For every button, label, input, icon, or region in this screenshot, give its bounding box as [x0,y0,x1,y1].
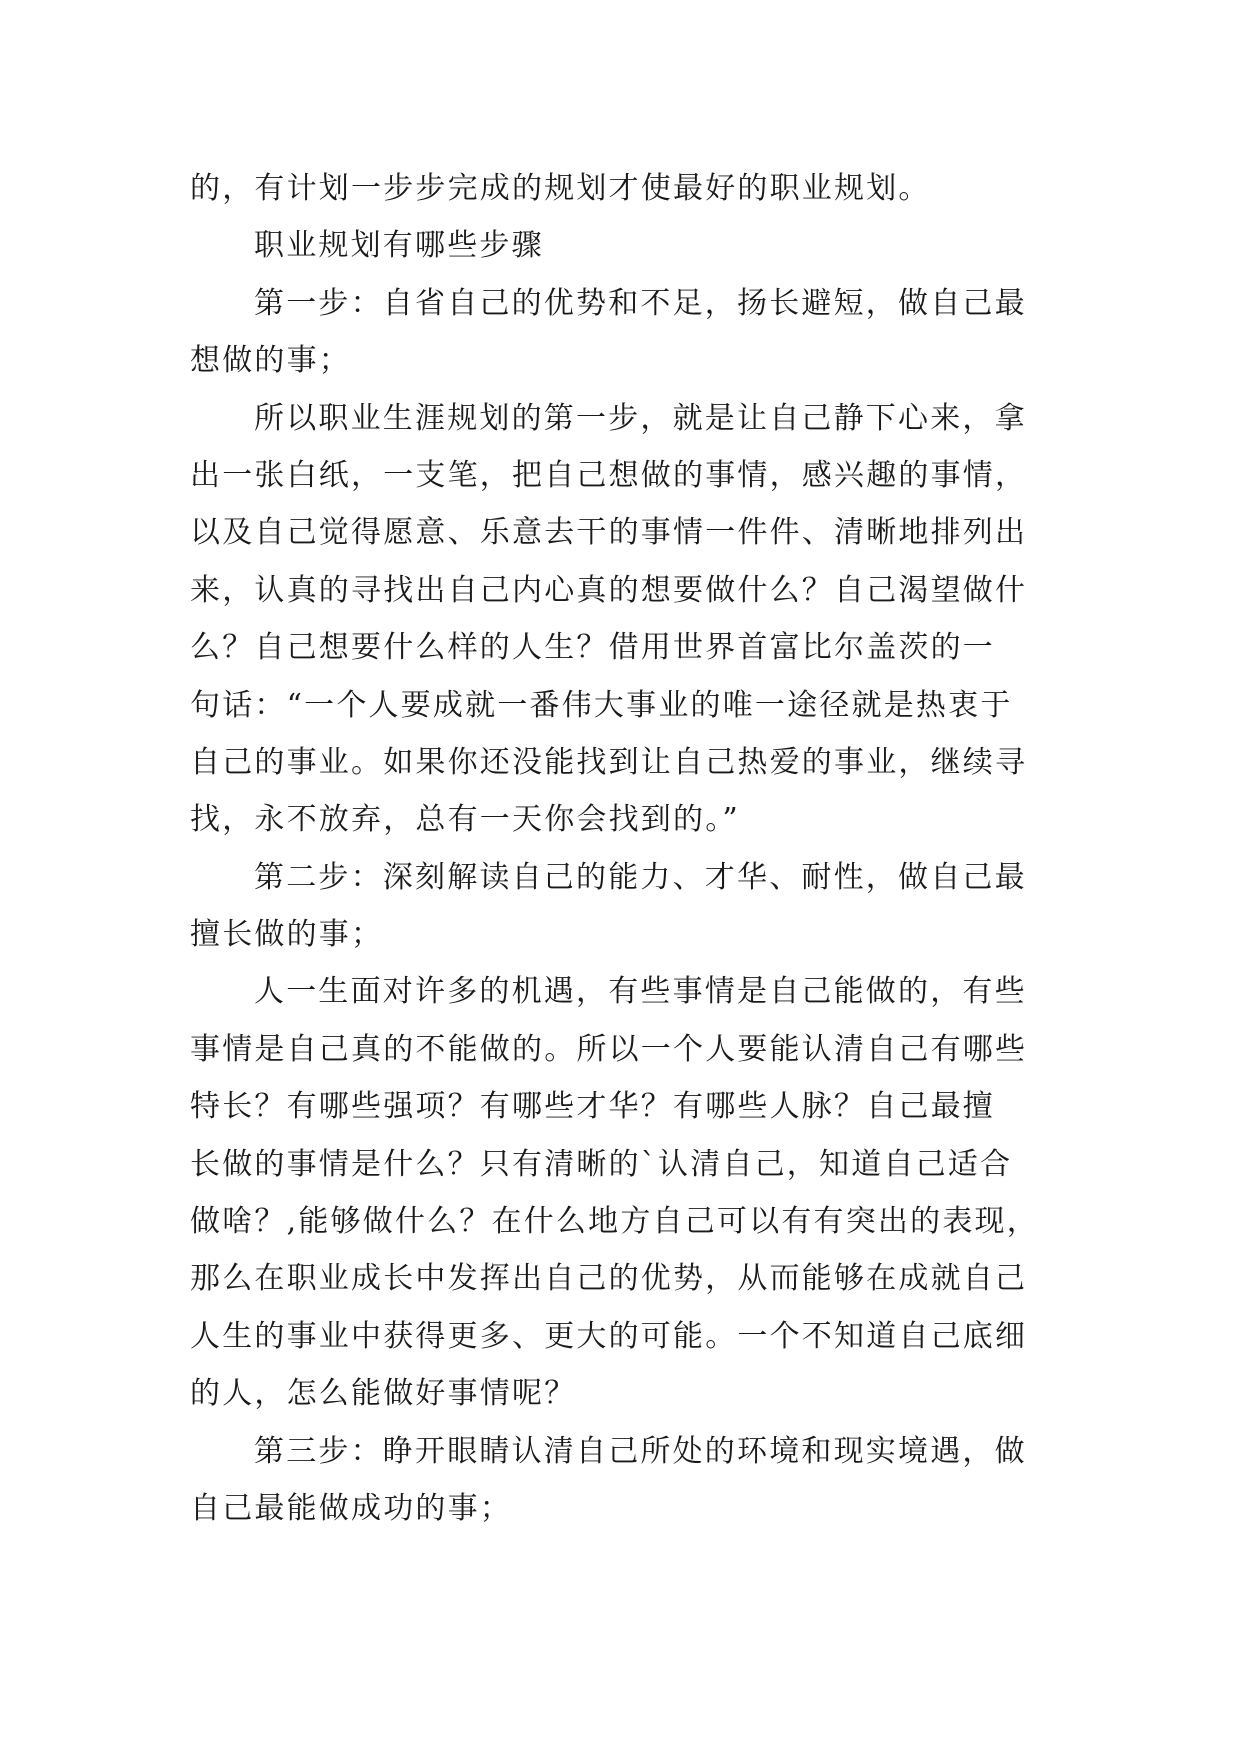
text-line: 自己最能做成功的事； [190,1490,512,1526]
paragraph [190,160,1050,217]
text-line: 人一生面对许多的机遇，有些事情是自己能做的，有些 [254,974,1027,1010]
text-line: 想做的事； [190,343,351,379]
text-line: 的，有计划一步步完成的规划才使最好的职业规划。 [190,171,931,206]
text-line: 以及自己觉得愿意、乐意去干的事情一件件、清晰地排列出 [190,515,1028,551]
text-line: 事情是自己真的不能做的。所以一个人要能认清自己有哪些 [190,1031,1028,1067]
text-line: 自己的事业。如果你还没能找到让自己热爱的事业，继续寻 [190,744,1028,780]
paragraph [190,849,1050,964]
text-line: 第三步：睁开眼睛认清自己所处的环境和现实境遇，做 [254,1433,1027,1469]
text-line: 那么在职业成长中发挥出自己的优势，从而能够在成就自己 [190,1261,1028,1297]
section-heading [190,217,1050,274]
text-line: 句话：“一个人要成就一番伟大事业的唯一途径就是热衷于 [190,687,1013,723]
text-line: 第一步：自省自己的优势和不足，扬长避短，做自己最 [254,285,1027,321]
text-line: 人生的事业中获得更多、更大的可能。一个不知道自己底细 [190,1318,1028,1354]
text-line: 做啥？,能够做什么？在什么地方自己可以有有突出的表现， [190,1204,1039,1240]
document-body [190,160,1050,1537]
paragraph [190,275,1050,390]
paragraph [190,1423,1050,1538]
text-line: 的人，怎么能做好事情呢？ [190,1376,577,1412]
paragraph [190,390,1050,849]
text-line: 职业规划有哪些步骤 [254,228,544,264]
text-line: 来，认真的寻找出自己内心真的想要做什么？自己渴望做什 [190,572,1028,608]
text-line: 所以职业生涯规划的第一步，就是让自己静下心来，拿 [254,400,1027,436]
paragraph [190,963,1050,1422]
text-line: 第二步：深刻解读自己的能力、才华、耐性，做自己最 [254,859,1027,895]
text-line: 找，永不放弃，总有一天你会找到的。” [190,802,740,838]
text-line: 擅长做的事； [190,917,384,953]
text-line: 出一张白纸，一支笔，把自己想做的事情，感兴趣的事情， [190,457,1028,493]
text-line: 特长？有哪些强项？有哪些才华？有哪些人脉？自己最擅 [190,1089,995,1125]
text-line: 么？自己想要什么样的人生？借用世界首富比尔盖茨的一 [190,630,995,666]
text-line: 长做的事情是什么？只有清晰的`认清自己，知道自己适合 [190,1146,1013,1182]
